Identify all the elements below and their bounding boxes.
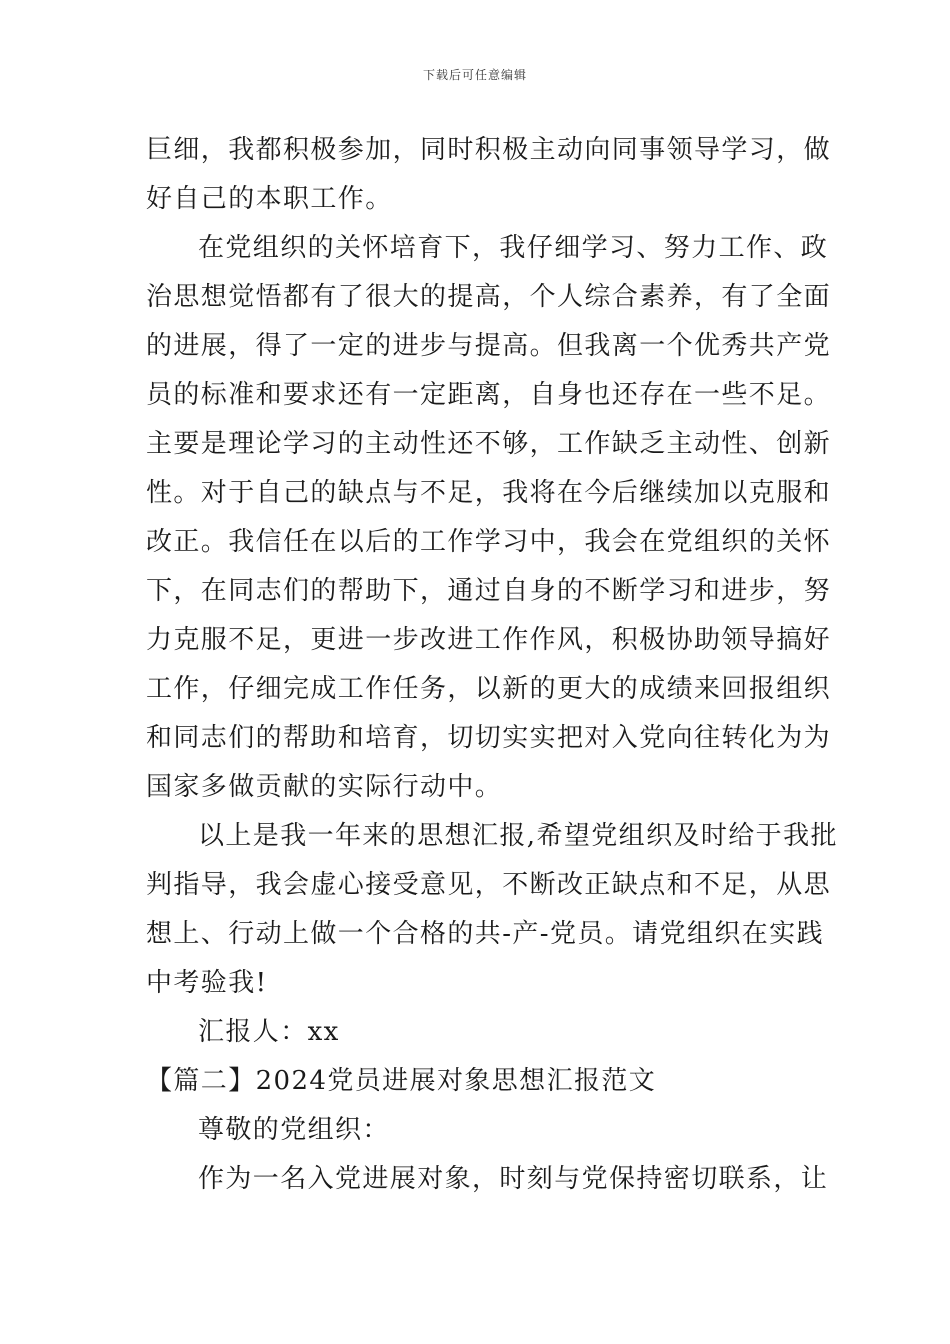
text-line: 下，在同志们的帮助下，通过自身的不断学习和进步，努 — [146, 576, 832, 606]
text-line: 作为一名入党进展对象，时刻与党保持密切联系，让 — [198, 1164, 829, 1194]
text-line: 以上是我一年来的思想汇报,希望党组织及时给于我批 — [198, 821, 838, 851]
text-line: 巨细，我都积极参加，同时积极主动向同事领导学习，做 — [146, 135, 832, 165]
text-line: 判指导，我会虚心接受意见，不断改正缺点和不足，从思 — [146, 870, 832, 900]
text-line: 在党组织的关怀培育下，我仔细学习、努力工作、政 — [198, 233, 829, 263]
text-line: 想上、行动上做一个合格的共-产-党员。请党组织在实践 — [146, 919, 824, 949]
text-line: 工作，仔细完成工作任务，以新的更大的成绩来回报组织 — [146, 674, 832, 704]
text-line: 力克服不足，更进一步改进工作作风，积极协助领导搞好 — [146, 625, 832, 655]
section-heading: 【篇二】2024党员进展对象思想汇报范文 — [146, 1066, 657, 1096]
text-line: 的进展，得了一定的进步与提高。但我离一个优秀共产党 — [146, 331, 832, 361]
text-line: 员的标准和要求还有一定距离，自身也还存在一些不足。 — [146, 380, 832, 410]
text-line: 治思想觉悟都有了很大的提高，个人综合素养，有了全面 — [146, 282, 832, 312]
text-line: 国家多做贡献的实际行动中。 — [146, 772, 503, 802]
text-line: 好自己的本职工作。 — [146, 184, 393, 214]
salutation-line: 尊敬的党组织： — [198, 1115, 390, 1145]
text-line: 主要是理论学习的主动性还不够，工作缺乏主动性、创新 — [146, 429, 832, 459]
text-line: 和同志们的帮助和培育，切切实实把对入党向往转化为为 — [146, 723, 832, 753]
signature-line: 汇报人：xx — [198, 1017, 340, 1047]
document-body — [146, 126, 838, 1204]
header-note: 下载后可任意编辑 — [422, 68, 527, 82]
text-line: 性。对于自己的缺点与不足，我将在今后继续加以克服和 — [146, 478, 832, 508]
text-line: 改正。我信任在以后的工作学习中，我会在党组织的关怀 — [146, 527, 832, 557]
text-line: 中考验我! — [146, 968, 268, 998]
